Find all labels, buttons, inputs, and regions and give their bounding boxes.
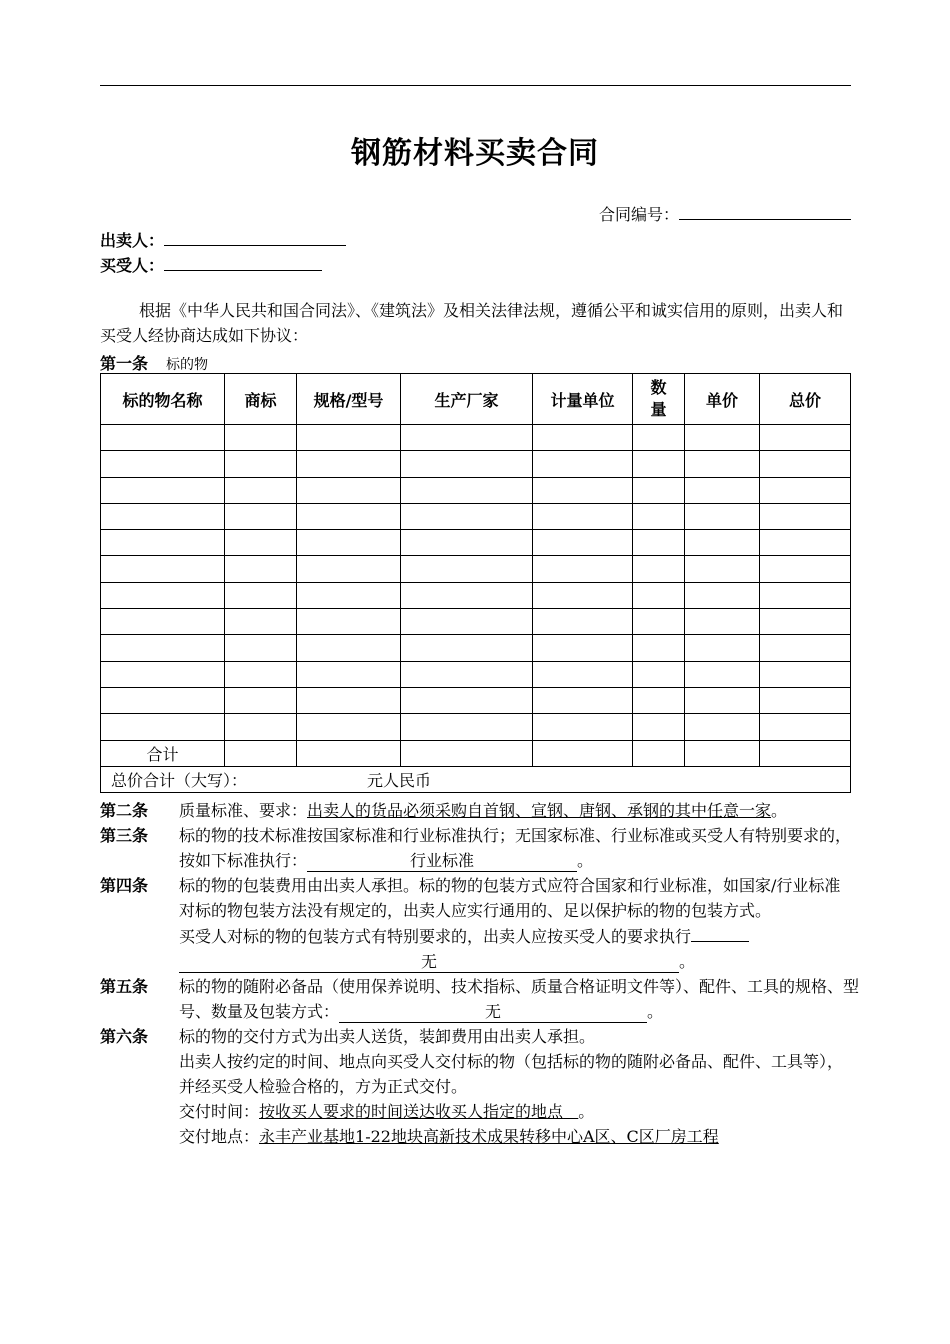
article-2-label: 第二条 [100,801,149,820]
article-3-label: 第三条 [100,826,149,845]
seller-field[interactable] [164,228,346,246]
article-5 [100,974,860,1024]
seller-label: 出卖人： [100,231,165,250]
subtotal-label: 合计 [101,740,225,766]
table-row [101,530,851,556]
col-header-brand: 商标 [225,374,297,425]
intro-paragraph: 根据《中华人民共和国合同法》、《建筑法》及相关法律法规，遵循公平和诚实信用的原则，出卖人和买受人经协商达成如下协议： [100,301,844,345]
delivery-time-suffix: 。 [578,1102,595,1121]
col-header-maker: 生产厂家 [401,374,533,425]
packaging-requirement-value[interactable]: 无 [179,952,679,973]
table-row [101,582,851,608]
buyer-label: 买受人： [100,256,165,275]
article-6-text: 标的物的交付方式为出卖人送货，装卸费用由出卖人承担。 [179,1027,596,1046]
col-header-price: 单价 [685,374,760,425]
article-2 [100,798,860,823]
article-4-label: 第四条 [100,876,149,895]
articles [100,798,860,1149]
article-2-suffix: 。 [771,801,788,820]
col-header-unit: 计量单位 [533,374,633,425]
article-5-label: 第五条 [100,977,149,996]
article-3 [100,823,860,873]
technical-standard-value[interactable]: 行业标准 [307,851,577,872]
delivery-place-value[interactable]: 永丰产业基地1-22地块高新技术成果转移中心A区、C区厂房工程 [259,1127,719,1146]
quality-standard-value[interactable]: 出卖人的货品必须采购自首钢、宣钢、唐钢、承钢的其中任意一家 [307,801,772,820]
buyer-line [100,253,322,276]
article-2-prefix: 质量标准、要求： [179,801,308,820]
table-row [101,425,851,451]
contract-number-field[interactable] [679,202,851,220]
col-header-total: 总价 [760,374,851,425]
accessories-value[interactable]: 无 [339,1002,647,1023]
contract-number-label: 合同编号： [598,205,679,224]
goods-table [100,373,851,793]
table-row [101,661,851,687]
article-1 [100,351,208,374]
table-row [101,503,851,529]
header-rule [100,85,851,86]
page-title: 钢筋材料买卖合同 [351,136,599,171]
delivery-time-label: 交付时间： [179,1102,260,1121]
buyer-field[interactable] [164,253,322,271]
grand-total-row [101,766,851,792]
article-4-text2: 买受人对标的物的包装方式有特别要求的，出卖人应按买受人的要求执行 [179,927,692,946]
table-row [101,556,851,582]
table-header-row [101,374,851,425]
grand-total-unit: 元人民币 [367,770,432,790]
delivery-time-value[interactable]: 按收买人要求的时间送达收买人指定的地点 [259,1102,564,1121]
article-1-text: 标的物 [166,357,209,373]
table-row [101,687,851,713]
table-row [101,714,851,740]
article-6-label: 第六条 [100,1027,149,1046]
article-6 [100,1024,860,1149]
delivery-place-label: 交付地点： [179,1127,260,1146]
table-row [101,635,851,661]
article-4-text: 标的物的包装费用由出卖人承担。标的物的包装方式应符合国家和行业标准，如国家/行业标准对标的物包装方法没有规定的，出卖人应实行通用的、足以保护标的物的包装方式。 [179,876,841,920]
article-5-suffix: 。 [647,1002,664,1021]
article-5-text: 标的物的随附必备品（使用保养说明、技术指标、质量合格证明文件等）、配件、工具的规格、型号、数量及包装方式： [179,977,860,1021]
col-header-name: 标的物名称 [101,374,225,425]
article-3-text: 标的物的技术标准按国家标准和行业标准执行；无国家标准、行业标准或买受人有特别要求的，按如下标准执行： [179,826,852,870]
article-4 [100,873,860,974]
article-1-label: 第一条 [100,354,149,373]
col-header-qty: 数量 [633,374,685,425]
grand-total-label: 总价合计（大写）： [111,770,248,790]
table-row [101,609,851,635]
col-header-spec: 规格/型号 [297,374,401,425]
article-4-suffix: 。 [679,952,696,971]
article-6-text2: 出卖人按约定的时间、地点向买受人交付标的物（包括标的物的随附必备品、配件、工具等），并经买受人检验合格的，方为正式交付。 [179,1052,844,1096]
subtotal-row [101,740,851,766]
seller-line [100,228,346,251]
contract-number [599,202,851,225]
article-3-suffix: 。 [577,851,594,870]
table-row [101,451,851,477]
table-row [101,477,851,503]
